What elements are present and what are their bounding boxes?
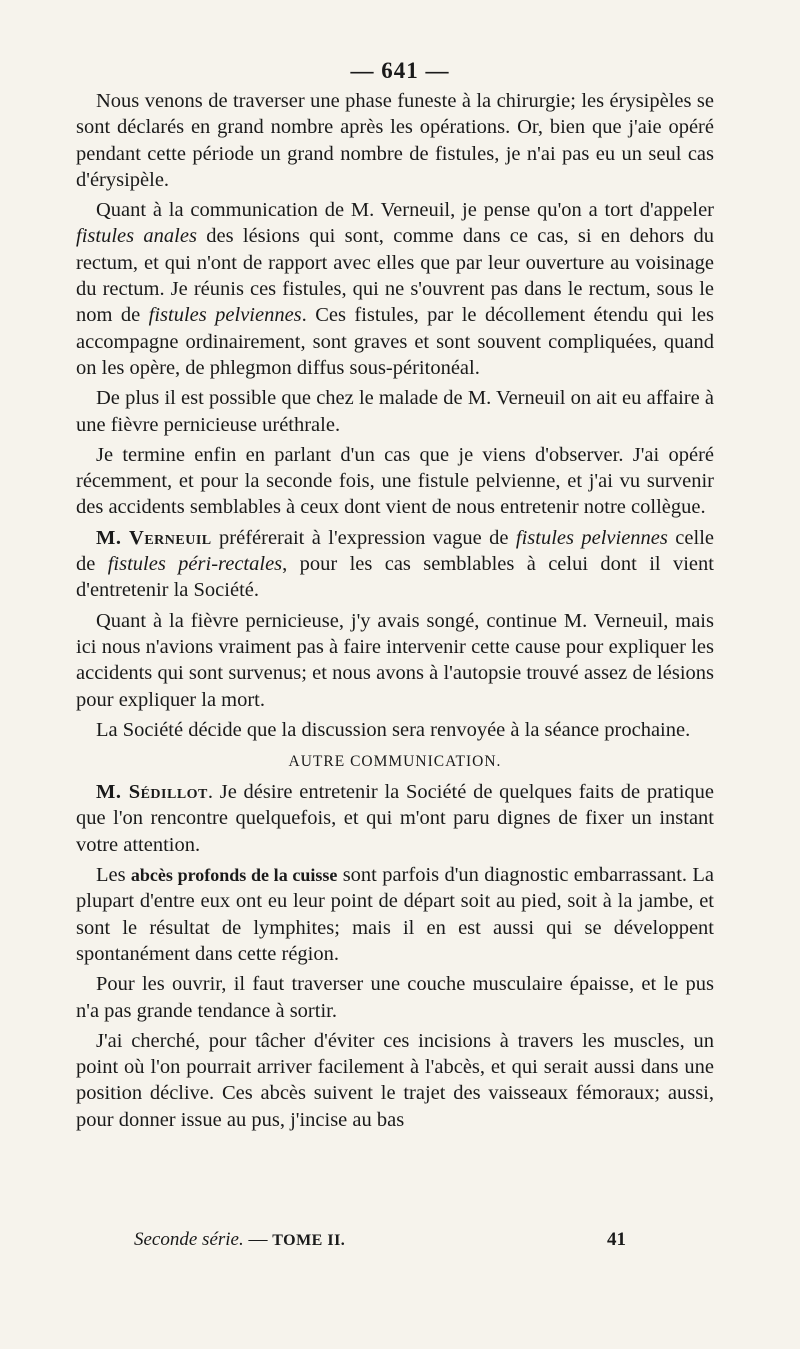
body-text bbox=[76, 88, 714, 1133]
paragraph-5-text-c: , pour les cas semblables à celui dont il vient d'entretenir la Société. bbox=[76, 553, 714, 602]
footer-series: Seconde série. bbox=[134, 1229, 244, 1250]
paragraph-11: J'ai cherché, pour tâcher d'éviter ces incisions à travers les muscles, un point où l'on pourrait arriver facilement à l'abcès, et qui serait aussi dans une position déclive. Ces abcès suivent le trajet des vaisseaux fémoraux; aussi, pour donner issue au pus, j'incise au bas bbox=[76, 1029, 714, 1131]
speaker-sedillot: M. Sédillot bbox=[96, 781, 208, 804]
bold-term-abces-profonds: abcès profonds de la cuisse bbox=[130, 865, 338, 886]
footer-series-info bbox=[76, 1228, 345, 1253]
page-number: — 641 — bbox=[350, 58, 450, 83]
italic-term-fistules-pelviennes-2: fistules pelviennes bbox=[515, 526, 668, 549]
paragraph-6: Quant à la fièvre pernicieuse, j'y avais songé, continue M. Verneuil, mais ici nous n'avions vraiment pas à faire intervenir cette cause pour expliquer les accidents qui sont survenus; et nous avons à l'autopsie trouvé assez de lésions pour expliquer la mort. bbox=[76, 609, 714, 711]
italic-term-fistules-anales: fistules anales bbox=[76, 225, 197, 248]
paragraph-2-text-c: . Ces fistules, par le décollement étendu qui les accompagne ordinairement, sont graves et sont souvent compliquées, quand on les opère, de phlegmon diffus sous-péritonéal. bbox=[76, 304, 715, 379]
paragraph-9 bbox=[76, 862, 714, 967]
page-footer bbox=[76, 1228, 714, 1253]
paragraph-4: Je termine enfin en parlant d'un cas que je viens d'observer. J'ai opéré récemment, et pour la seconde fois, une fistule pelvienne, et j'ai vu survenir des accidents semblables à ceux dont vient de nous entretenir notre collègue. bbox=[76, 443, 714, 519]
speaker-verneuil: M. Verneuil bbox=[96, 526, 212, 549]
paragraph-5-text-a: préférerait à l'expression vague de bbox=[211, 526, 516, 549]
paragraph-2 bbox=[76, 197, 714, 381]
paragraph-5 bbox=[76, 525, 714, 604]
paragraph-8 bbox=[76, 779, 714, 858]
paragraph-3: De plus il est possible que chez le malade de M. Verneuil on ait eu affaire à une fièvre pernicieuse uréthrale. bbox=[76, 387, 714, 436]
paragraph-9-text-a: Les bbox=[96, 864, 131, 887]
printer-signature: 41 bbox=[607, 1229, 626, 1250]
paragraph-8-text: . Je désire entretenir la Société de quelques faits de pratique que l'on rencontre quelquefois, et qui m'ont paru dignes de fixer un instant votre attention. bbox=[76, 781, 714, 856]
paragraph-2-text-a: Quant à la communication de M. Verneuil, je pense qu'on a tort d'appeler bbox=[96, 199, 714, 222]
paragraph-10: Pour les ouvrir, il faut traverser une couche musculaire épaisse, et le pus n'a pas grande tendance à sortir. bbox=[76, 973, 714, 1022]
paragraph-2-text-b: des lésions qui sont, comme dans ce cas, si en dehors du rectum, et qui n'ont de rapport avec elles que par leur ouverture au voisinage du rectum. Je réunis ces fistules, qui ne s'ouvrent pas dans le rectum, sous le nom de bbox=[76, 225, 714, 327]
paragraph-7: La Société décide que la discussion sera renvoyée à la séance prochaine. bbox=[96, 718, 691, 741]
italic-term-fistules-peri-rectales: fistules péri-rectales bbox=[107, 553, 283, 576]
footer-dash: — bbox=[243, 1229, 273, 1250]
italic-term-fistules-pelviennes: fistules pelviennes bbox=[148, 304, 302, 327]
section-heading: AUTRE COMMUNICATION. bbox=[288, 753, 502, 771]
paragraph-9-text-b: sont parfois d'un diagnostic embarrassant. La plupart d'entre eux ont eu leur point de départ soit au pied, soit à la jambe, et sont le résultat de lymphites; mais il en est aussi qui se développent spontanément dans cette région. bbox=[76, 864, 714, 965]
footer-tome: TOME II. bbox=[272, 1232, 346, 1249]
paragraph-1: Nous venons de traverser une phase funeste à la chirurgie; les érysipèles se sont déclarés en grand nombre après les opérations. Or, bien que j'aie opéré pendant cette période un grand nombre de fistules, je n'ai pas eu un seul cas d'érysipèle. bbox=[76, 90, 714, 191]
paragraph-5-text-b: celle de bbox=[76, 526, 714, 576]
